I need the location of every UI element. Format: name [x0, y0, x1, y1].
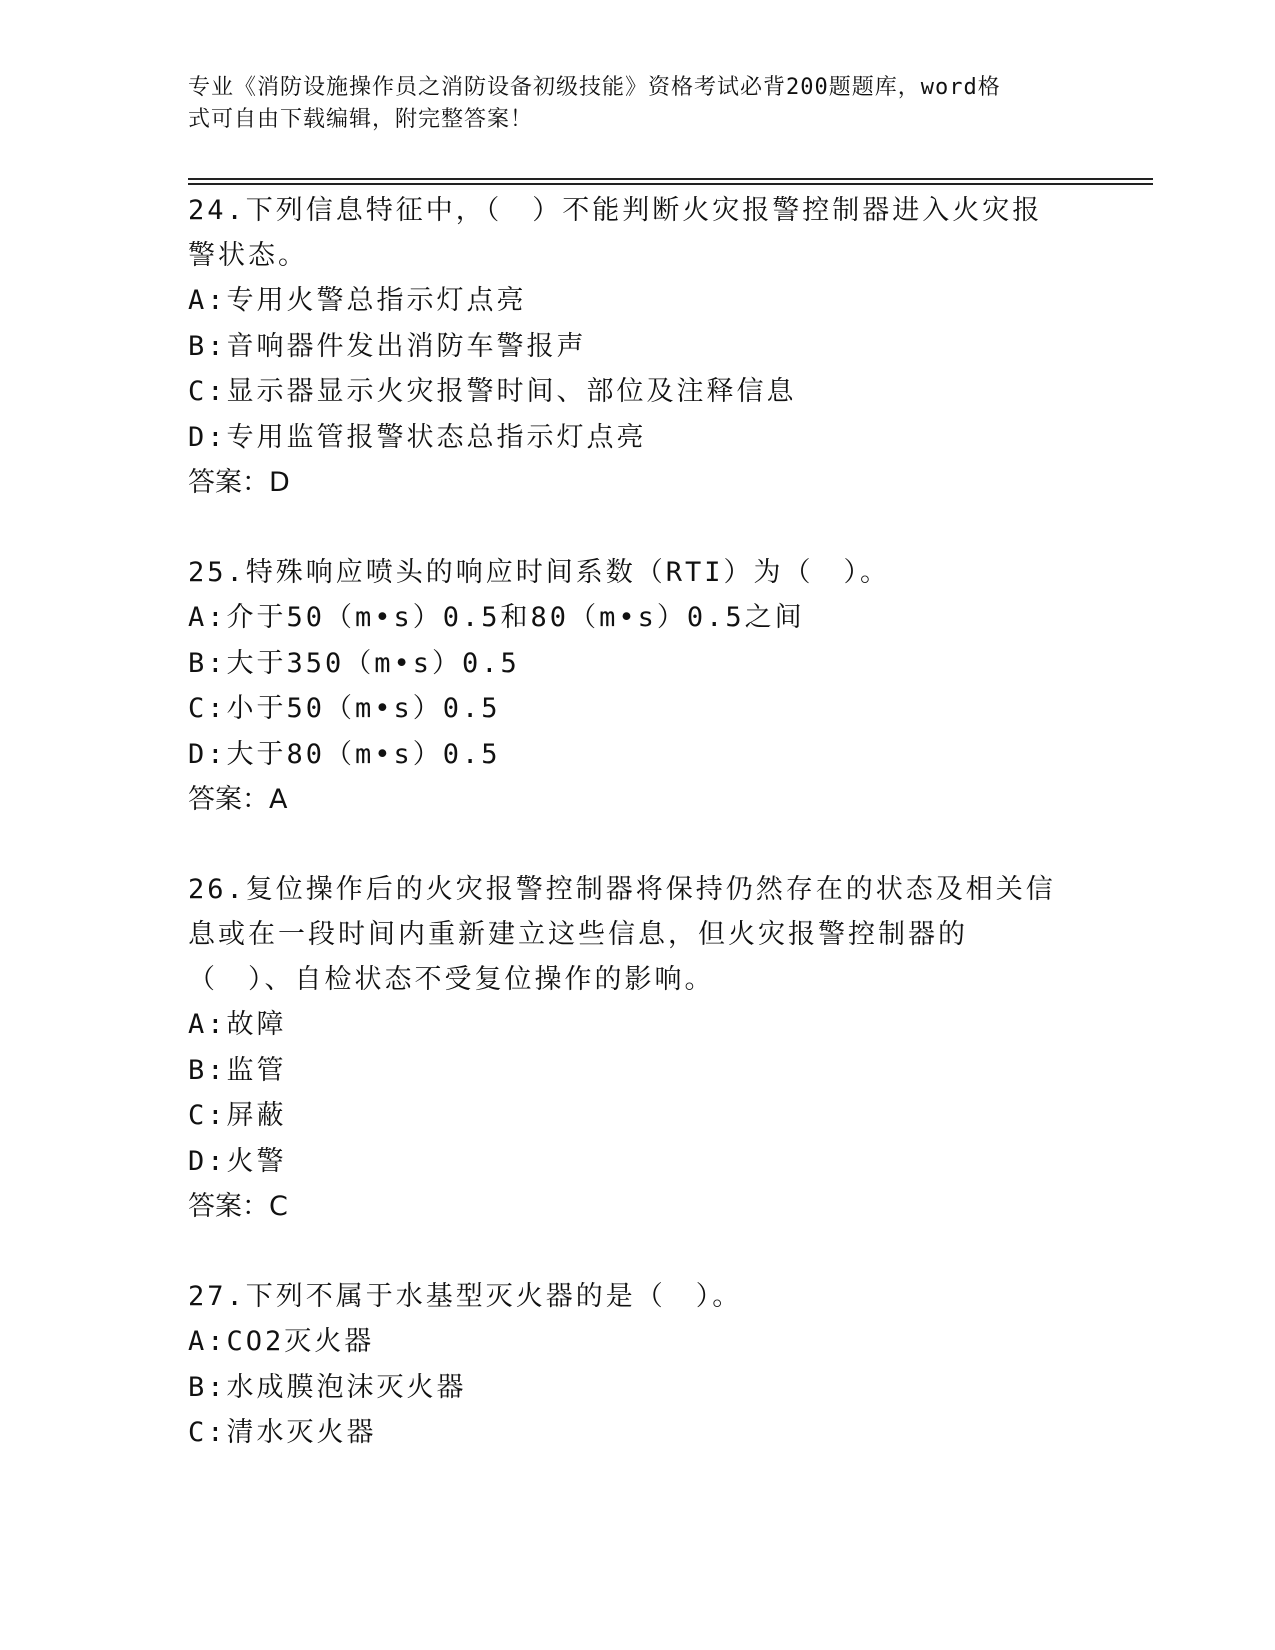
header-divider-bottom — [188, 183, 1153, 185]
option-c: C:小于50（m•s）0.5 — [188, 693, 501, 724]
question-stem: 25.特殊响应喷头的响应时间系数（RTI）为（ ）。 — [188, 557, 891, 588]
option-c: C:显示器显示火灾报警时间、部位及注释信息 — [188, 376, 797, 407]
option-b: B:大于350（m•s）0.5 — [188, 647, 520, 679]
question-25 — [188, 550, 1068, 822]
option-a: A:故障 — [188, 1009, 287, 1040]
question-24 — [188, 188, 1068, 505]
header-line-2: 式可自由下载编辑，附完整答案！ — [188, 107, 534, 132]
option-d: D:大于80（m•s）0.5 — [188, 738, 501, 770]
option-c: C:清水灭火器 — [188, 1417, 377, 1448]
document-header — [188, 72, 1068, 136]
question-stem: 24.下列信息特征中，（ ）不能判断火灾报警控制器进入火灾报警状态。 — [188, 195, 1043, 271]
option-a: A:专用火警总指示灯点亮 — [188, 285, 527, 316]
option-c: C:屏蔽 — [188, 1100, 287, 1131]
option-b: B:监管 — [188, 1054, 287, 1086]
answer: 答案：A — [188, 784, 288, 815]
option-a: A:CO2灭火器 — [188, 1326, 375, 1357]
question-26 — [188, 867, 1068, 1229]
option-d: D:专用监管报警状态总指示灯点亮 — [188, 421, 647, 453]
question-stem: 27.下列不属于水基型灭火器的是（ ）。 — [188, 1281, 743, 1312]
option-b: B:音响器件发出消防车警报声 — [188, 330, 587, 362]
header-divider-top — [188, 178, 1153, 180]
question-list — [188, 188, 1068, 1501]
option-d: D:火警 — [188, 1145, 287, 1177]
question-stem: 26.复位操作后的火灾报警控制器将保持仍然存在的状态及相关信息或在一段时间内重新建立这些信息，但火灾报警控制器的（ ）、自检状态不受复位操作的影响。 — [188, 874, 1056, 995]
answer: 答案：C — [188, 1191, 288, 1222]
option-b: B:水成膜泡沫灭火器 — [188, 1371, 467, 1403]
option-a: A:介于50（m•s）0.5和80（m•s）0.5之间 — [188, 602, 805, 633]
question-27 — [188, 1274, 1068, 1456]
header-line-1: 专业《消防设施操作员之消防设备初级技能》资格考试必背200题题库，word格 — [188, 75, 1001, 100]
answer: 答案：D — [188, 467, 290, 498]
